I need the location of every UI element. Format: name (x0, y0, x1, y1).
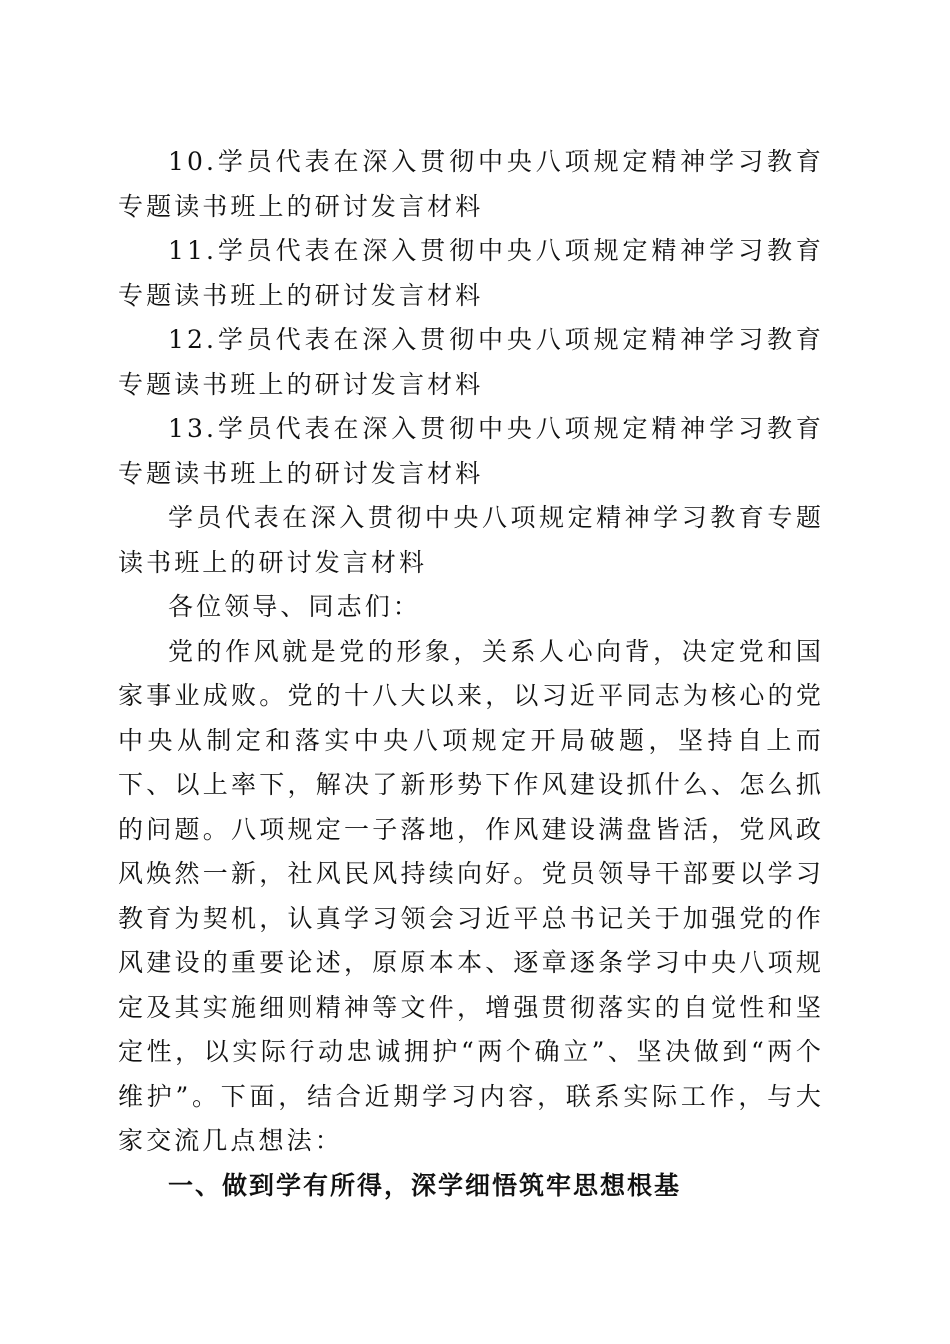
toc-item-10: 10.学员代表在深入贯彻中央八项规定精神学习教育专题读书班上的研讨发言材料 (118, 147, 824, 221)
body-paragraph: 党的作风就是党的形象，关系人心向背，决定党和国家事业成败。党的十八大以来，以习近平同志为核心的党中央从制定和落实中央八项规定开局破题，坚持自上而下、以上率下，解决了新形势下作风建设抓什么、怎么抓的问题。八项规定一子落地，作风建设满盘皆活，党风政风焕然一新，社风民风持续向好。党员领导干部要以学习教育为契机，认真学习领会习近平总书记关于加强党的作风建设的重要论述，原原本本、逐章逐条学习中央八项规定及其实施细则精神等文件，增强贯彻落实的自觉性和坚定性，以实际行动忠诚拥护“两个确立”、坚决做到“两个维护”。下面，结合近期学习内容，联系实际工作，与大家交流几点想法： (118, 636, 824, 1155)
toc-item-12: 12.学员代表在深入贯彻中央八项规定精神学习教育专题读书班上的研讨发言材料 (118, 325, 824, 399)
toc-item-13: 13.学员代表在深入贯彻中央八项规定精神学习教育专题读书班上的研讨发言材料 (118, 414, 824, 488)
document-page (118, 140, 824, 1208)
document-title: 学员代表在深入贯彻中央八项规定精神学习教育专题读书班上的研讨发言材料 (118, 503, 824, 577)
section-heading: 一、做到学有所得，深学细悟筑牢思想根基 (168, 1170, 682, 1200)
salutation: 各位领导、同志们： (168, 592, 421, 621)
toc-item-11: 11.学员代表在深入贯彻中央八项规定精神学习教育专题读书班上的研讨发言材料 (118, 236, 824, 310)
